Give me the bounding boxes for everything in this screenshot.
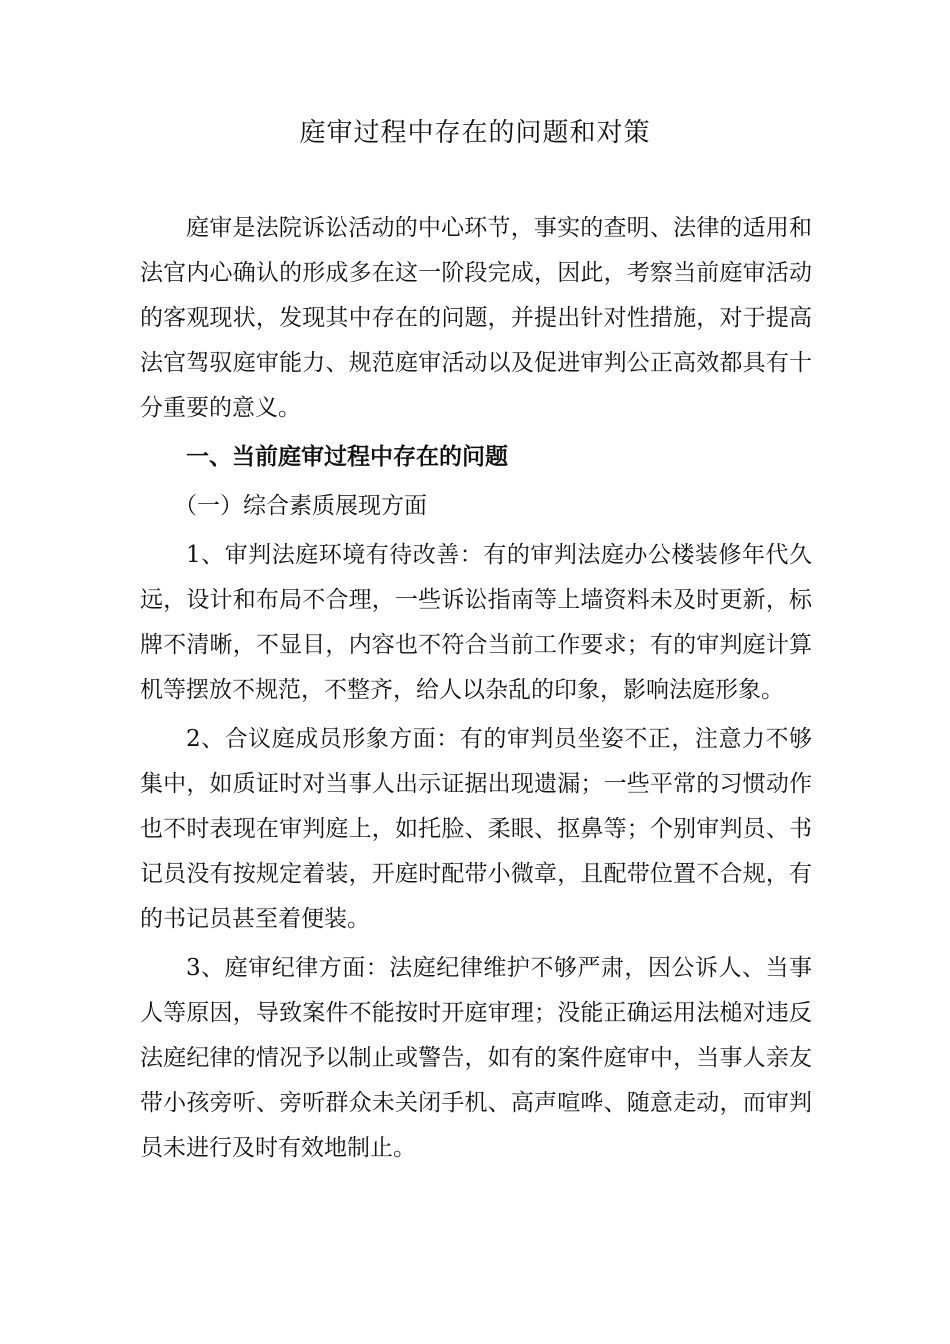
point-paragraph-3: 3、庭审纪律方面：法庭纪律维护不够严肃，因公诉人、当事人等原因，导致案件不能按时开庭审理；没能正确运用法槌对违反法庭纪律的情况予以制止或警告，如有的案件庭审中，当事人亲友带小孩旁听、旁听群众未关闭手机、高声喧哗、随意走动，而审判员未进行及时有效地制止。 <box>140 955 812 1161</box>
subsection-heading: （一）综合素质展现方面 <box>174 493 427 519</box>
document-body <box>140 206 812 1171</box>
document-title: 庭审过程中存在的问题和对策 <box>299 118 651 148</box>
intro-paragraph: 庭审是法院诉讼活动的中心环节，事实的查明、法律的适用和法官内心确认的形成多在这一阶段完成，因此，考察当前庭审活动的客观现状，发现其中存在的问题，并提出针对性措施，对于提高法官驾驭庭审能力、规范庭审活动以及促进审判公正高效都具有十分重要的意义。 <box>140 215 812 421</box>
section-heading: 一、当前庭审过程中存在的问题 <box>186 444 508 470</box>
point-paragraph-1: 1、审判法庭环境有待改善：有的审判法庭办公楼装修年代久远，设计和布局不合理，一些诉讼指南等上墙资料未及时更新，标牌不清晰，不显目，内容也不符合当前工作要求；有的审判庭计算机等摆放不规范，不整齐，给人以杂乱的印象，影响法庭形象。 <box>140 542 812 703</box>
point-paragraph-2: 2、合议庭成员形象方面：有的审判员坐姿不正，注意力不够集中，如质证时对当事人出示证据出现遗漏；一些平常的习惯动作也不时表现在审判庭上，如托脸、柔眼、抠鼻等；个别审判员、书记员没有按规定着装，开庭时配带小微章，且配带位置不合规，有的书记员甚至着便装。 <box>140 726 812 932</box>
